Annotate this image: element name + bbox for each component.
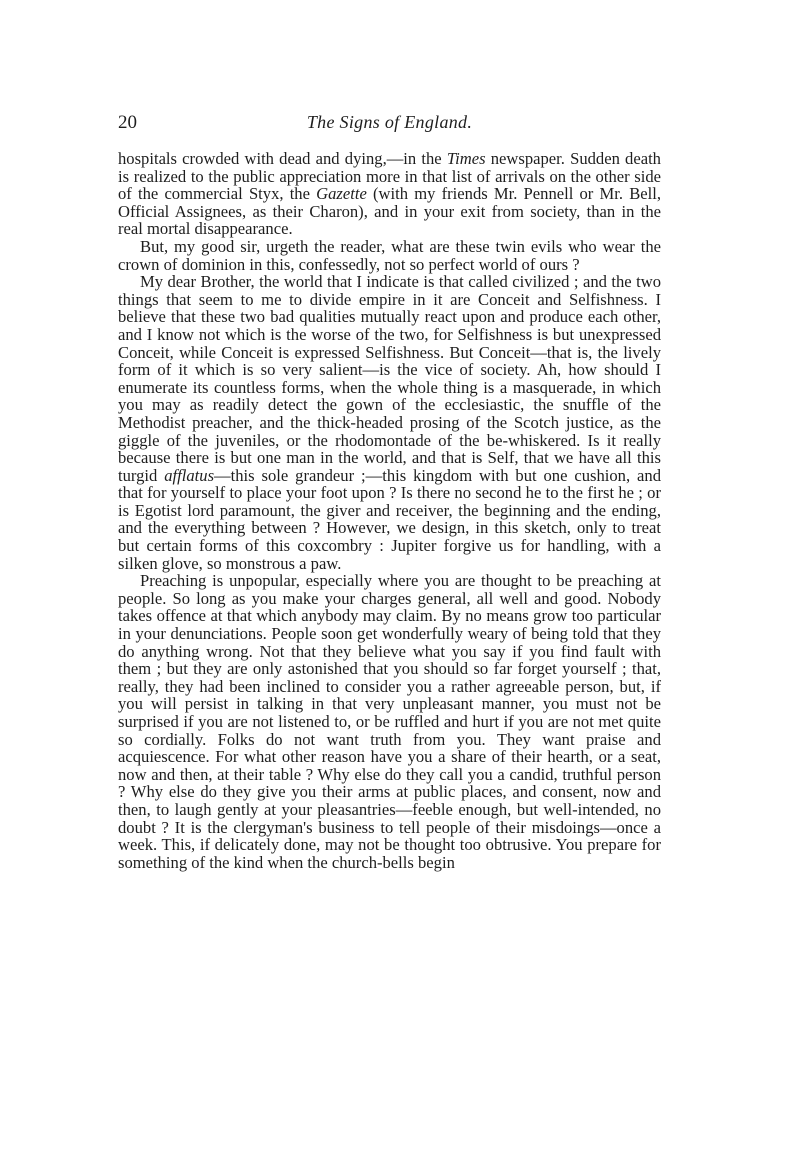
running-title: The Signs of England. xyxy=(306,112,473,132)
text-segment: —this sole grandeur ;—this kingdom with but one cushion, and that for yourself to place your foot upon ? Is there no second he to the first he ; or is Egotist lord paramount, the giver and receiver, the beginning and the ending, and the everything between ? However, we design, in this sketch, only to treat but certain forms of this coxcombry : Jupiter forgive us for handling, with a silken glove, so monstrous a paw. xyxy=(118,465,661,573)
gazette-title: Gazette xyxy=(316,184,367,204)
paragraph-2 xyxy=(118,238,661,273)
text-segment: But, my good sir, urgeth the reader, what are these twin evils who wear the crown of dominion in this, confessedly, not so perfect world of ours ? xyxy=(118,236,661,274)
text-segment: newspaper. Sudden death is realized to the public appreciation more in that list of arrivals on the other side of the commercial Styx, the xyxy=(118,149,661,204)
text-segment: hospitals crowded with dead and dying,—in the xyxy=(118,149,447,168)
page-number: 20 xyxy=(118,112,137,133)
newspaper-title: Times xyxy=(446,149,486,168)
book-page xyxy=(118,112,661,871)
text-segment: My dear Brother, the world that I indicate is that called civilized ; and the two things that seem to me to divide empire in it are Conceit and Selfishness. I believe that these two bad qualities mutually react upon and produce each other, and I know not which is the worse of the two, for Selfishness is but unexpressed Conceit, while Conceit is expressed Selfishness. But Conceit—that is, the lively form of it which is so very salient—is the vice of society. Ah, how should I enumerate its countless forms, when the whole thing is a masquerade, in which you may as readily detect the gown of the ecclesiastic, the snuffle of the Methodist preacher, and the thick-headed prosing of the Scotch justice, as the giggle of the juveniles, or the rhodomontade of the be-whiskered. Is it really because there is but one man in the world, and that is Self, that we have all this turgid xyxy=(118,272,661,485)
body-text xyxy=(118,150,661,871)
running-head xyxy=(118,112,661,136)
paragraph-4 xyxy=(118,572,661,871)
italic-term: afflatus xyxy=(164,465,215,485)
paragraph-3 xyxy=(118,273,661,572)
text-segment: (with my friends Mr. Pennell or Mr. Bell, Official Assignees, as their Charon), and in your exit from society, than in the real mortal disappearance. xyxy=(118,184,662,239)
paragraph-1 xyxy=(118,150,661,238)
text-segment: Preaching is unpopular, especially where you are thought to be preaching at people. So long as you make your charges general, all well and good. Nobody takes offence at that which anybody may claim. By no means grow too particular in your denunciations. People soon get wonderfully weary of being told that they do anything wrong. Not that they believe what you say if you find fault with them ; but they are only astonished that you should so far forget yourself ; that, really, they had been inclined to consider you a rather agreeable person, but, if you will persist in talking in that very unpleasant manner, you must not be surprised if you are not listened to, or be ruffled and hurt if you are not met quite so cordially. Folks do not want truth from you. They want praise and acquiescence. For what other reason have you a share of their hearth, or a seat, now and then, at their table ? Why else do they call you a candid, truthful person ? Why else do they give you their arms at public places, and consent, now and then, to laugh gently at your pleasantries—feeble enough, but well-intended, no doubt ? It is the clergyman's business to tell people of their misdoings—once a week. This, if delicately done, may not be thought too obtrusive. You prepare for something of the kind when the church-bells begin xyxy=(118,571,661,872)
